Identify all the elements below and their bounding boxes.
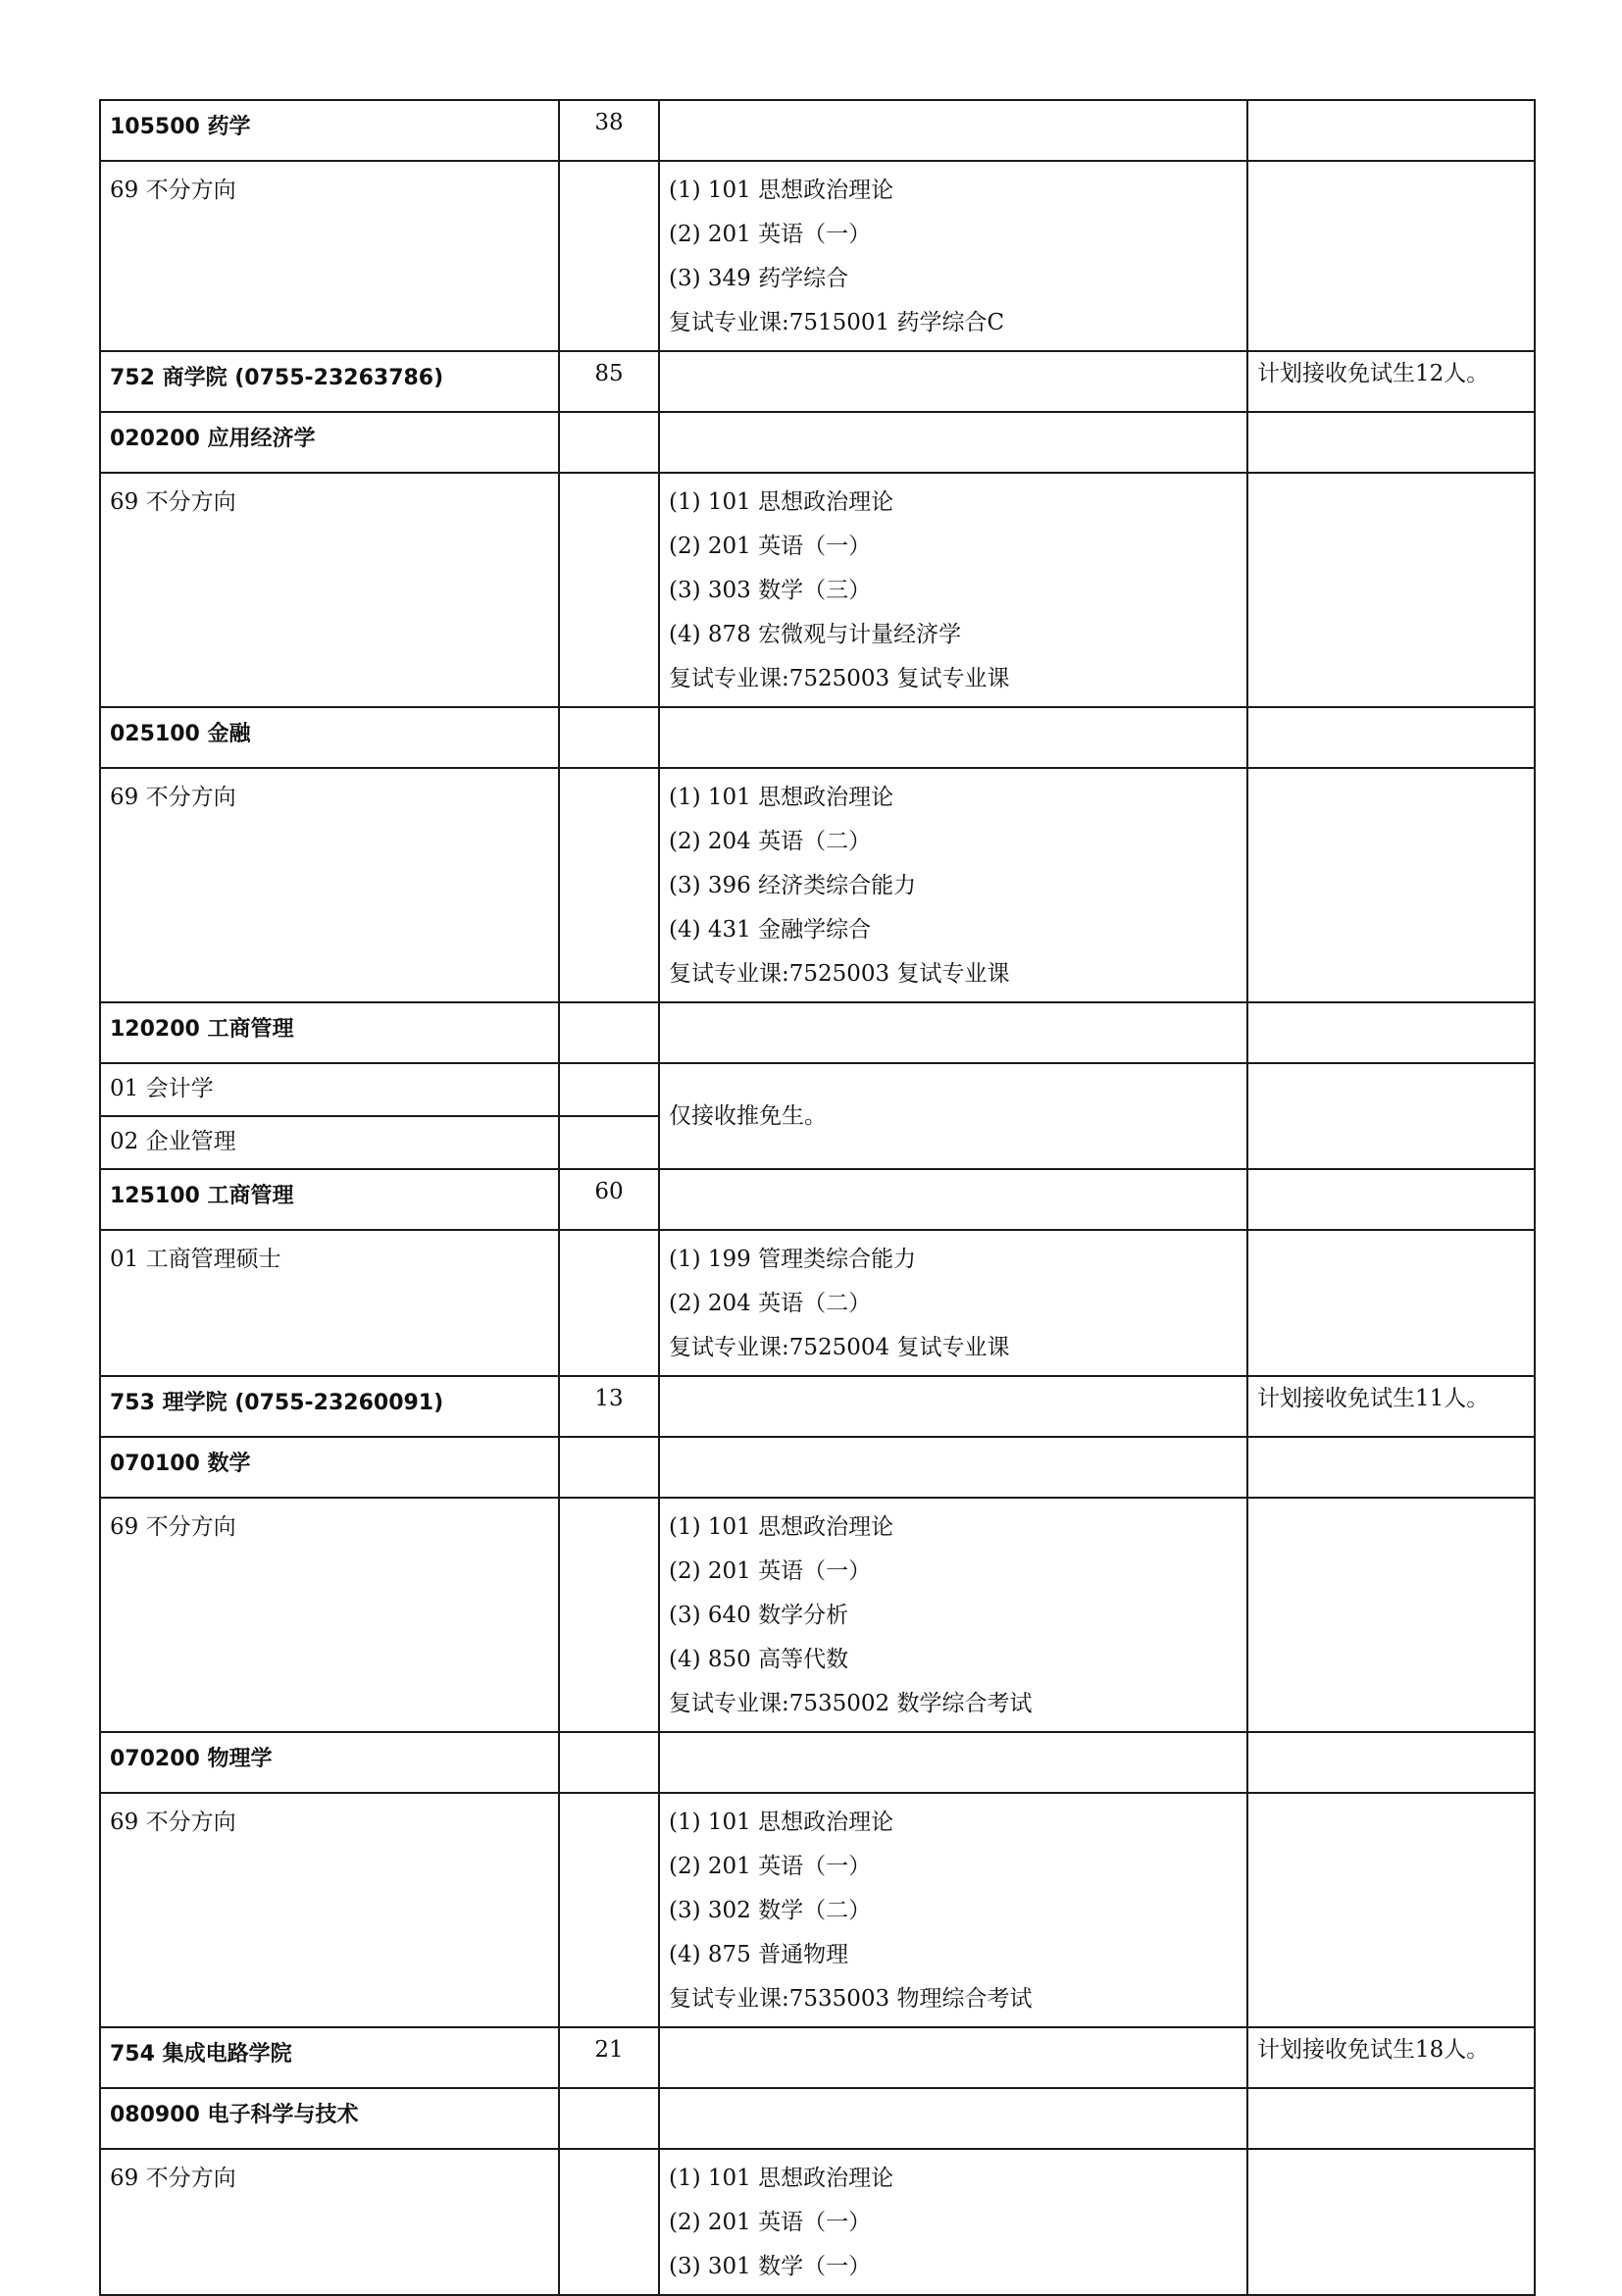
quota-cell: 13 (559, 1376, 659, 1437)
exam-subjects-cell (659, 1498, 1247, 1732)
program-cell: 69 不分方向 (100, 1498, 559, 1732)
program-cell: 01 工商管理硕士 (100, 1230, 559, 1376)
quota-cell: 38 (559, 100, 659, 161)
remarks-cell: 计划接收免试生12人。 (1247, 351, 1535, 412)
quota-cell: 60 (559, 1169, 659, 1230)
table-row (100, 473, 1535, 707)
program-cell: 070200 物理学 (100, 1732, 559, 1793)
remarks-cell (1247, 473, 1535, 707)
quota-cell (559, 1732, 659, 1793)
table-header-row (100, 2027, 1535, 2088)
remarks-cell (1247, 1169, 1535, 1230)
quota-cell (559, 707, 659, 768)
program-cell: 01 会计学 (100, 1063, 559, 1116)
quota-cell (559, 1437, 659, 1498)
program-cell: 120200 工商管理 (100, 1002, 559, 1063)
program-cell: 754 集成电路学院 (100, 2027, 559, 2088)
program-cell: 69 不分方向 (100, 161, 559, 351)
quota-cell (559, 1116, 659, 1169)
exam-subject-line: (4) 878 宏微观与计量经济学 (669, 622, 962, 647)
exam-subject-line: (1) 101 思想政治理论 (669, 489, 894, 515)
exam-subject-line: (2) 201 英语（一） (669, 534, 872, 559)
exam-subjects-cell (659, 1437, 1247, 1498)
program-cell: 020200 应用经济学 (100, 412, 559, 473)
exam-subject-line: (1) 101 思想政治理论 (669, 2166, 894, 2191)
exam-subject-line: 复试专业课:7535002 数学综合考试 (669, 1691, 1033, 1716)
quota-cell (559, 768, 659, 1002)
exam-subject-line: (2) 204 英语（二） (669, 1291, 872, 1316)
table-row (100, 1498, 1535, 1732)
table-header-row (100, 1002, 1535, 1063)
remarks-cell (1247, 2149, 1535, 2295)
exam-subject-line: (4) 850 高等代数 (669, 1647, 849, 1672)
table-row (100, 1230, 1535, 1376)
exam-subjects-cell (659, 2027, 1247, 2088)
exam-subjects-cell (659, 2088, 1247, 2149)
remarks-cell (1247, 1002, 1535, 1063)
quota-cell (559, 1063, 659, 1116)
remarks-cell (1247, 161, 1535, 351)
exam-subjects-cell (659, 707, 1247, 768)
program-cell: 025100 金融 (100, 707, 559, 768)
exam-subjects-cell (659, 351, 1247, 412)
remarks-cell (1247, 2088, 1535, 2149)
exam-subject-line: (2) 201 英语（一） (669, 1854, 872, 1879)
remarks-cell (1247, 1063, 1535, 1169)
exam-subject-line: (1) 101 思想政治理论 (669, 178, 894, 203)
exam-subjects-cell (659, 1169, 1247, 1230)
exam-subjects-cell (659, 768, 1247, 1002)
exam-subjects-cell (659, 161, 1247, 351)
table-row (100, 1063, 1535, 1116)
exam-subject-line: 复试专业课:7525004 复试专业课 (669, 1335, 1010, 1360)
exam-subjects-cell (659, 1376, 1247, 1437)
remarks-cell (1247, 1732, 1535, 1793)
program-cell: 752 商学院 (0755-23263786) (100, 351, 559, 412)
table-header-row (100, 2088, 1535, 2149)
exam-subjects-cell (659, 2149, 1247, 2295)
exam-subject-line: (1) 101 思想政治理论 (669, 1514, 894, 1540)
table-body (100, 100, 1535, 2295)
remarks-cell (1247, 707, 1535, 768)
program-cell: 125100 工商管理 (100, 1169, 559, 1230)
exam-subject-line: 复试专业课:7525003 复试专业课 (669, 961, 1010, 987)
table-row (100, 1793, 1535, 2027)
exam-subject-line: (3) 396 经济类综合能力 (669, 873, 917, 898)
quota-cell: 85 (559, 351, 659, 412)
quota-cell: 21 (559, 2027, 659, 2088)
table-header-row (100, 1437, 1535, 1498)
exam-subject-line: 复试专业课:7515001 药学综合C (669, 310, 1005, 335)
remarks-cell: 计划接收免试生18人。 (1247, 2027, 1535, 2088)
table-header-row (100, 1732, 1535, 1793)
exam-subject-line: (2) 201 英语（一） (669, 1558, 872, 1584)
exam-subjects-cell (659, 1002, 1247, 1063)
exam-subject-line: (3) 301 数学（一） (669, 2254, 872, 2279)
quota-cell (559, 1002, 659, 1063)
remarks-cell (1247, 1230, 1535, 1376)
quota-cell (559, 161, 659, 351)
exam-subject-line: (2) 204 英语（二） (669, 829, 872, 854)
exam-subject-line: (1) 101 思想政治理论 (669, 1810, 894, 1835)
remarks-cell (1247, 768, 1535, 1002)
exam-subject-line: (3) 302 数学（二） (669, 1898, 872, 1923)
table-header-row (100, 707, 1535, 768)
exam-subject-line: 复试专业课:7535003 物理综合考试 (669, 1986, 1033, 2012)
exam-subjects-cell (659, 412, 1247, 473)
quota-cell (559, 412, 659, 473)
exam-subject-line: (4) 431 金融学综合 (669, 917, 872, 943)
program-cell: 69 不分方向 (100, 768, 559, 1002)
program-cell: 070100 数学 (100, 1437, 559, 1498)
exam-subject-line: (2) 201 英语（一） (669, 2210, 872, 2235)
program-cell: 69 不分方向 (100, 2149, 559, 2295)
table-header-row (100, 1169, 1535, 1230)
remarks-cell (1247, 1793, 1535, 2027)
quota-cell (559, 2149, 659, 2295)
enrollment-table (99, 99, 1536, 2296)
table-row (100, 161, 1535, 351)
program-cell: 69 不分方向 (100, 1793, 559, 2027)
table-header-row (100, 100, 1535, 161)
program-cell: 080900 电子科学与技术 (100, 2088, 559, 2149)
quota-cell (559, 1230, 659, 1376)
table-row (100, 768, 1535, 1002)
exam-subject-line: (3) 303 数学（三） (669, 578, 872, 603)
quota-cell (559, 473, 659, 707)
program-cell: 02 企业管理 (100, 1116, 559, 1169)
table-header-row (100, 1376, 1535, 1437)
table-row (100, 2149, 1535, 2295)
remarks-cell (1247, 412, 1535, 473)
exam-subject-line: (3) 640 数学分析 (669, 1603, 849, 1628)
exam-subjects-cell (659, 1732, 1247, 1793)
table-header-row (100, 412, 1535, 473)
remarks-cell (1247, 1498, 1535, 1732)
remarks-cell (1247, 1437, 1535, 1498)
exam-subjects-cell (659, 1793, 1247, 2027)
exam-subject-line: (2) 201 英语（一） (669, 222, 872, 247)
remarks-cell: 计划接收免试生11人。 (1247, 1376, 1535, 1437)
quota-cell (559, 2088, 659, 2149)
program-cell: 753 理学院 (0755-23260091) (100, 1376, 559, 1437)
exam-subjects-cell: 仅接收推免生。 (659, 1063, 1247, 1169)
exam-subject-line: (4) 875 普通物理 (669, 1942, 849, 1967)
exam-subjects-cell (659, 473, 1247, 707)
program-cell: 69 不分方向 (100, 473, 559, 707)
quota-cell (559, 1793, 659, 2027)
exam-subjects-cell (659, 1230, 1247, 1376)
exam-subject-line: 复试专业课:7525003 复试专业课 (669, 666, 1010, 691)
exam-subjects-cell (659, 100, 1247, 161)
exam-subject-line: (3) 349 药学综合 (669, 266, 849, 291)
program-cell: 105500 药学 (100, 100, 559, 161)
quota-cell (559, 1498, 659, 1732)
remarks-cell (1247, 100, 1535, 161)
exam-subject-line: (1) 199 管理类综合能力 (669, 1247, 917, 1272)
table-header-row (100, 351, 1535, 412)
exam-subject-line: (1) 101 思想政治理论 (669, 785, 894, 810)
